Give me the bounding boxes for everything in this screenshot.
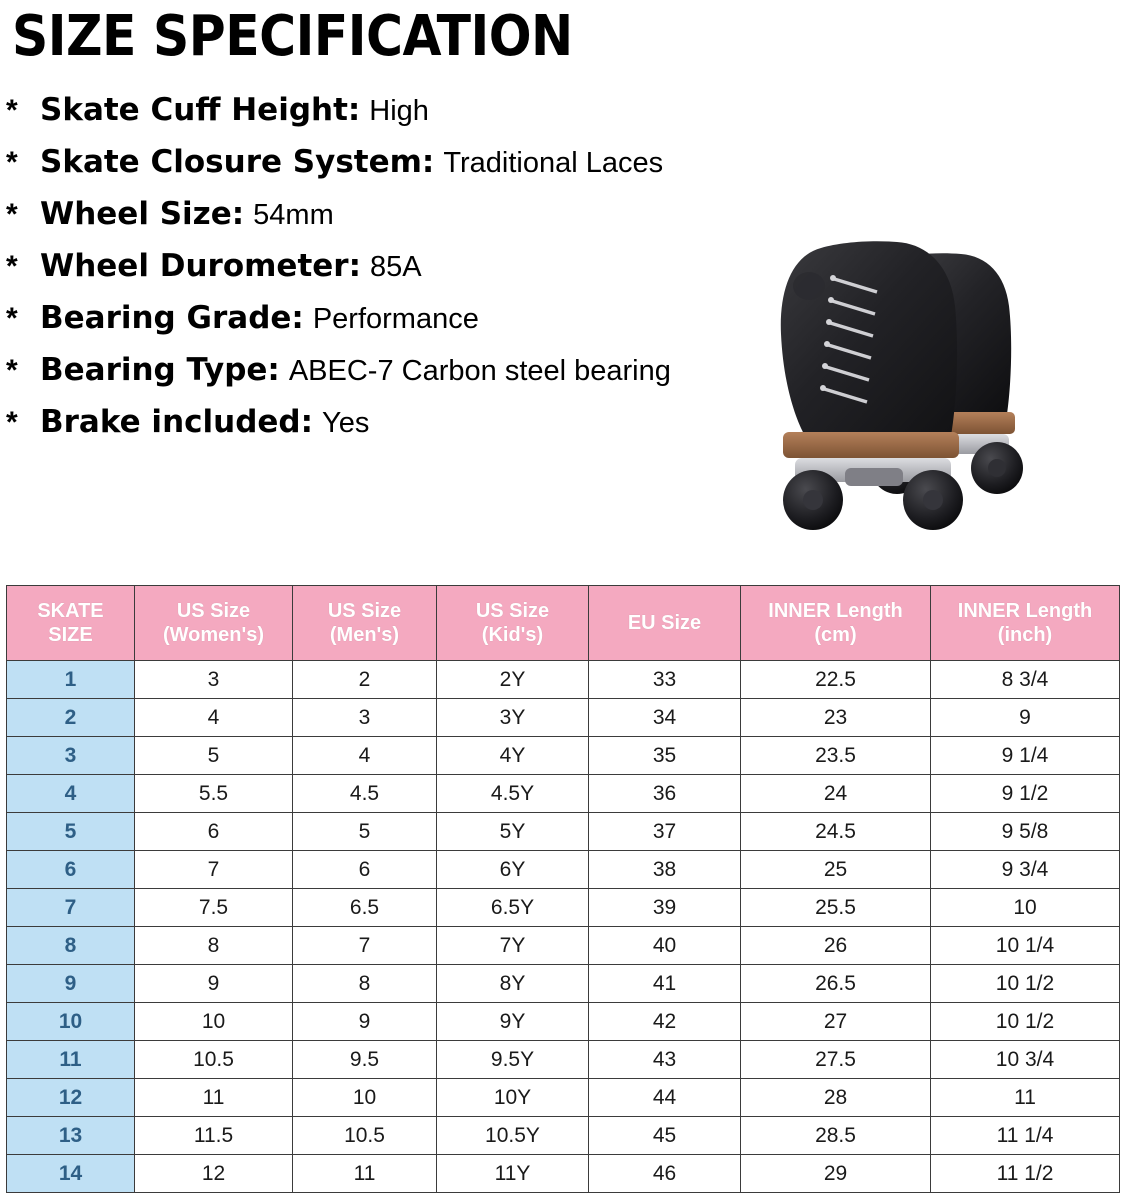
table-cell: 6.5	[293, 889, 437, 927]
table-cell: 10	[293, 1079, 437, 1117]
skate-size-cell: 14	[7, 1155, 135, 1193]
specification-list	[6, 92, 796, 456]
table-row	[7, 813, 1120, 851]
spec-value: 54mm	[253, 199, 334, 231]
table-cell: 3	[135, 661, 293, 699]
table-header-row	[7, 586, 1120, 661]
column-header-line2: (inch)	[997, 624, 1053, 646]
table-row	[7, 1003, 1120, 1041]
spec-label: Skate Closure System:	[40, 144, 435, 180]
spec-row	[6, 352, 796, 394]
spec-label: Brake included:	[40, 404, 314, 440]
table-row	[7, 699, 1120, 737]
table-column-header	[741, 586, 931, 661]
table-cell: 10	[931, 889, 1120, 927]
column-header-line2: (Kid's)	[481, 624, 544, 646]
page-title: SIZE SPECIFICATION	[12, 4, 573, 69]
column-header-line1: INNER Length	[957, 600, 1093, 622]
table-cell: 10.5	[135, 1041, 293, 1079]
table-cell: 11 1/4	[931, 1117, 1120, 1155]
table-cell: 36	[589, 775, 741, 813]
table-cell: 37	[589, 813, 741, 851]
skate-size-cell: 5	[7, 813, 135, 851]
skate-size-cell: 3	[7, 737, 135, 775]
column-header-line2: (cm)	[814, 624, 857, 646]
table-cell: 9	[293, 1003, 437, 1041]
table-cell: 9 3/4	[931, 851, 1120, 889]
skate-size-cell: 13	[7, 1117, 135, 1155]
table-cell: 9 5/8	[931, 813, 1120, 851]
table-cell: 2Y	[437, 661, 589, 699]
table-cell: 11	[293, 1155, 437, 1193]
spec-label: Wheel Size:	[40, 196, 245, 232]
table-cell: 22.5	[741, 661, 931, 699]
bullet-icon: *	[6, 354, 18, 387]
table-column-header	[135, 586, 293, 661]
table-cell: 45	[589, 1117, 741, 1155]
table-column-header	[7, 586, 135, 661]
table-cell: 39	[589, 889, 741, 927]
table-cell: 23	[741, 699, 931, 737]
spec-row	[6, 196, 796, 238]
spec-value: Performance	[312, 303, 479, 335]
spec-label: Bearing Grade:	[40, 300, 304, 336]
bullet-icon: *	[6, 198, 18, 231]
skate-size-cell: 8	[7, 927, 135, 965]
table-row	[7, 1117, 1120, 1155]
table-cell: 4.5Y	[437, 775, 589, 813]
skate-size-cell: 7	[7, 889, 135, 927]
table-cell: 11.5	[135, 1117, 293, 1155]
table-cell: 40	[589, 927, 741, 965]
table-cell: 11	[931, 1079, 1120, 1117]
table-cell: 23.5	[741, 737, 931, 775]
table-cell: 10	[135, 1003, 293, 1041]
table-cell: 3Y	[437, 699, 589, 737]
bullet-icon: *	[6, 406, 18, 439]
table-cell: 6.5Y	[437, 889, 589, 927]
table-cell: 12	[135, 1155, 293, 1193]
column-header-line1: US Size	[327, 600, 402, 622]
table-cell: 42	[589, 1003, 741, 1041]
roller-skates-image	[725, 200, 1125, 560]
table-cell: 44	[589, 1079, 741, 1117]
table-cell: 4	[293, 737, 437, 775]
table-cell: 9 1/4	[931, 737, 1120, 775]
table-cell: 26.5	[741, 965, 931, 1003]
table-cell: 9	[931, 699, 1120, 737]
table-cell: 5Y	[437, 813, 589, 851]
table-row	[7, 737, 1120, 775]
skate-size-cell: 4	[7, 775, 135, 813]
table-row	[7, 851, 1120, 889]
table-cell: 24.5	[741, 813, 931, 851]
skate-size-cell: 12	[7, 1079, 135, 1117]
table-cell: 8	[293, 965, 437, 1003]
column-header-line1: US Size	[475, 600, 550, 622]
table-cell: 8 3/4	[931, 661, 1120, 699]
table-column-header	[931, 586, 1120, 661]
skate-size-cell: 6	[7, 851, 135, 889]
spec-label: Bearing Type:	[40, 352, 280, 388]
table-cell: 5.5	[135, 775, 293, 813]
table-cell: 46	[589, 1155, 741, 1193]
table-row	[7, 965, 1120, 1003]
table-cell: 33	[589, 661, 741, 699]
table-cell: 9.5	[293, 1041, 437, 1079]
table-column-header	[437, 586, 589, 661]
table-cell: 9Y	[437, 1003, 589, 1041]
table-cell: 5	[293, 813, 437, 851]
column-header-line2: (Men's)	[329, 624, 400, 646]
spec-value: High	[369, 95, 429, 127]
table-row	[7, 661, 1120, 699]
table-cell: 4	[135, 699, 293, 737]
table-cell: 10Y	[437, 1079, 589, 1117]
table-cell: 10 3/4	[931, 1041, 1120, 1079]
table-cell: 9	[135, 965, 293, 1003]
table-cell: 2	[293, 661, 437, 699]
table-cell: 34	[589, 699, 741, 737]
table-cell: 7	[135, 851, 293, 889]
skate-size-cell: 11	[7, 1041, 135, 1079]
table-row	[7, 889, 1120, 927]
spec-value: Traditional Laces	[443, 147, 664, 179]
table-cell: 26	[741, 927, 931, 965]
spec-row	[6, 248, 796, 290]
column-header-line2: SIZE	[48, 624, 93, 646]
table-cell: 4.5	[293, 775, 437, 813]
table-cell: 29	[741, 1155, 931, 1193]
spec-row	[6, 300, 796, 342]
table-body	[7, 661, 1120, 1193]
spec-row	[6, 92, 796, 134]
table-cell: 3	[293, 699, 437, 737]
table-cell: 25.5	[741, 889, 931, 927]
table-cell: 25	[741, 851, 931, 889]
table-cell: 28.5	[741, 1117, 931, 1155]
table-cell: 11Y	[437, 1155, 589, 1193]
table-cell: 38	[589, 851, 741, 889]
spec-row	[6, 144, 796, 186]
skate-size-cell: 9	[7, 965, 135, 1003]
table-cell: 11	[135, 1079, 293, 1117]
column-header-line2: (Women's)	[162, 624, 265, 646]
table-cell: 5	[135, 737, 293, 775]
table-cell: 10.5	[293, 1117, 437, 1155]
table-cell: 8Y	[437, 965, 589, 1003]
table-cell: 27.5	[741, 1041, 931, 1079]
size-conversion-table	[6, 585, 1120, 1193]
table-row	[7, 775, 1120, 813]
skate-size-cell: 2	[7, 699, 135, 737]
spec-row	[6, 404, 796, 446]
skate-size-cell: 10	[7, 1003, 135, 1041]
table-cell: 7	[293, 927, 437, 965]
spec-label: Skate Cuff Height:	[40, 92, 361, 128]
table-cell: 35	[589, 737, 741, 775]
table-cell: 9 1/2	[931, 775, 1120, 813]
table-cell: 9.5Y	[437, 1041, 589, 1079]
table-column-header	[293, 586, 437, 661]
table-row	[7, 1079, 1120, 1117]
table-cell: 7Y	[437, 927, 589, 965]
bullet-icon: *	[6, 94, 18, 127]
table-cell: 11 1/2	[931, 1155, 1120, 1193]
table-cell: 10 1/2	[931, 1003, 1120, 1041]
bullet-icon: *	[6, 250, 18, 283]
table-cell: 10.5Y	[437, 1117, 589, 1155]
bullet-icon: *	[6, 302, 18, 335]
table-cell: 43	[589, 1041, 741, 1079]
spec-value: 85A	[369, 251, 422, 283]
table-row	[7, 1041, 1120, 1079]
table-column-header	[589, 586, 741, 661]
table-cell: 6Y	[437, 851, 589, 889]
spec-label: Wheel Durometer:	[40, 248, 361, 284]
table-header	[7, 586, 1120, 661]
column-header-line1: SKATE	[37, 600, 104, 622]
column-header-line1: INNER Length	[768, 600, 903, 622]
table-cell: 41	[589, 965, 741, 1003]
table-cell: 4Y	[437, 737, 589, 775]
bullet-icon: *	[6, 146, 18, 179]
column-header-line1: EU Size	[627, 612, 702, 634]
table-cell: 27	[741, 1003, 931, 1041]
table-cell: 24	[741, 775, 931, 813]
table-cell: 28	[741, 1079, 931, 1117]
table-cell: 8	[135, 927, 293, 965]
table-cell: 7.5	[135, 889, 293, 927]
table-row	[7, 1155, 1120, 1193]
table-cell: 6	[293, 851, 437, 889]
spec-value: ABEC-7 Carbon steel bearing	[288, 355, 671, 387]
table-cell: 10 1/4	[931, 927, 1120, 965]
table-row	[7, 927, 1120, 965]
spec-value: Yes	[322, 407, 370, 439]
table-cell: 10 1/2	[931, 965, 1120, 1003]
table-cell: 6	[135, 813, 293, 851]
skate-size-cell: 1	[7, 661, 135, 699]
column-header-line1: US Size	[176, 600, 251, 622]
